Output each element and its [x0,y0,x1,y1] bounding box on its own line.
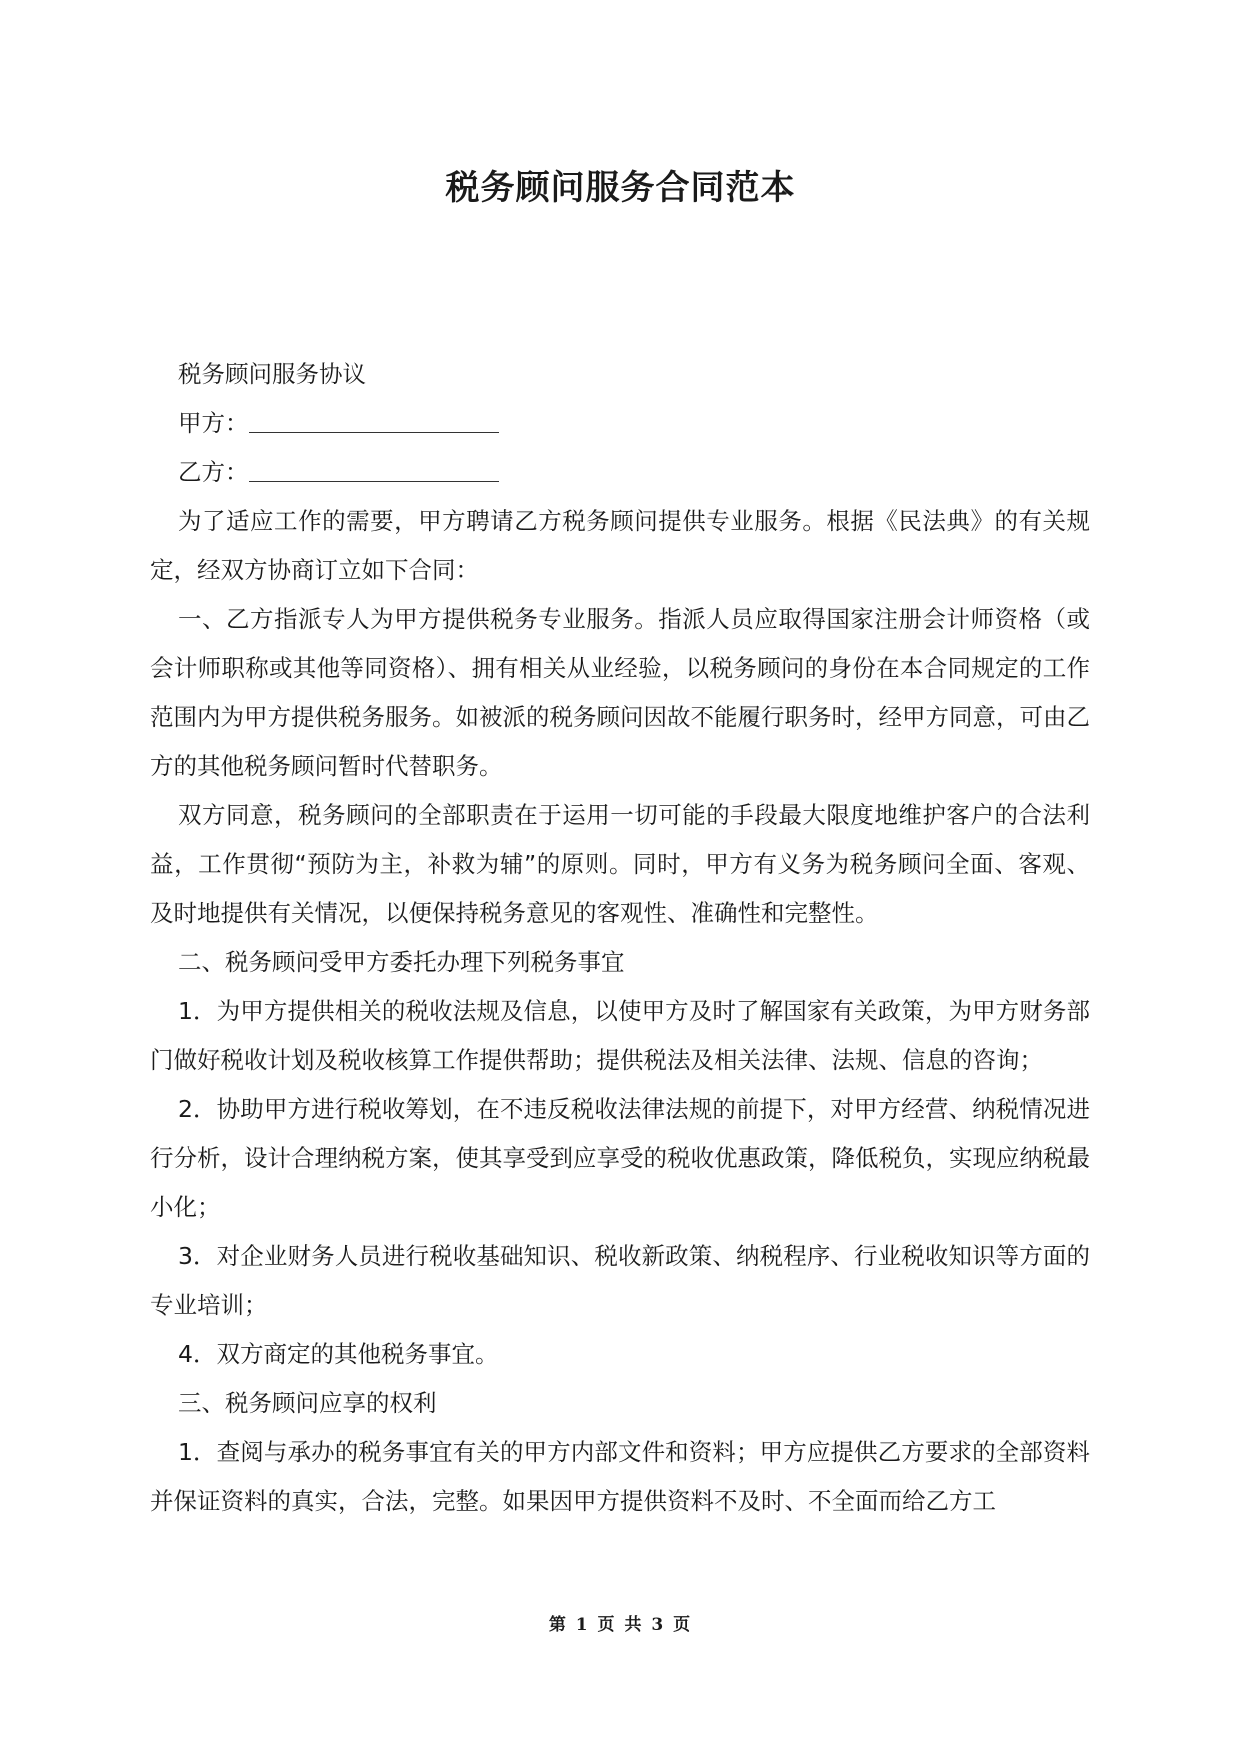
section-heading: 三、税务顾问应享的权利 [178,1389,437,1417]
paragraph: 1．为甲方提供相关的税收法规及信息，以使甲方及时了解国家有关政策，为甲方财务部门做好税收计划及税收核算工作提供帮助；提供税法及相关法律、法规、信息的咨询； [150,997,1090,1074]
paragraph: 双方同意，税务顾问的全部职责在于运用一切可能的手段最大限度地维护客户的合法利益，工作贯彻“预防为主，补救为辅”的原则。同时，甲方有义务为税务顾问全面、客观、及时地提供有关情况，以便保持税务意见的客观性、准确性和完整性。 [150,801,1090,927]
paragraph: 2．协助甲方进行税收筹划，在不违反税收法律法规的前提下，对甲方经营、纳税情况进行分析，设计合理纳税方案，使其享受到应享受的税收优惠政策，降低税负，实现应纳税最小化； [150,1095,1090,1221]
party-a-blank [249,408,499,433]
party-a-line [150,399,1090,448]
party-b-line [150,448,1090,497]
party-a-label: 甲方： [178,409,249,437]
paragraph: 一、乙方指派专人为甲方提供税务专业服务。指派人员应取得国家注册会计师资格（或会计师职称或其他等同资格）、拥有相关从业经验，以税务顾问的身份在本合同规定的工作范围内为甲方提供税务服务。如被派的税务顾问因故不能履行职务时，经甲方同意，可由乙方的其他税务顾问暂时代替职务。 [150,605,1090,780]
paragraph: 4．双方商定的其他税务事宜。 [178,1340,499,1368]
document-title: 税务顾问服务合同范本 [445,168,796,208]
page-number-footer: 第 1 页 共 3 页 [548,1615,693,1635]
agreement-subtitle: 税务顾问服务协议 [178,360,366,388]
party-b-blank [249,457,499,482]
paragraph: 为了适应工作的需要，甲方聘请乙方税务顾问提供专业服务。根据《民法典》的有关规定，经双方协商订立如下合同： [150,507,1090,584]
paragraph: 1．查阅与承办的税务事宜有关的甲方内部文件和资料；甲方应提供乙方要求的全部资料并保证资料的真实，合法，完整。如果因甲方提供资料不及时、不全面而给乙方工 [150,1438,1090,1515]
section-heading: 二、税务顾问受甲方委托办理下列税务事宜 [178,948,625,976]
paragraph: 3．对企业财务人员进行税收基础知识、税收新政策、纳税程序、行业税收知识等方面的专业培训； [150,1242,1090,1319]
party-b-label: 乙方： [178,458,249,486]
document-body [150,350,1090,1526]
